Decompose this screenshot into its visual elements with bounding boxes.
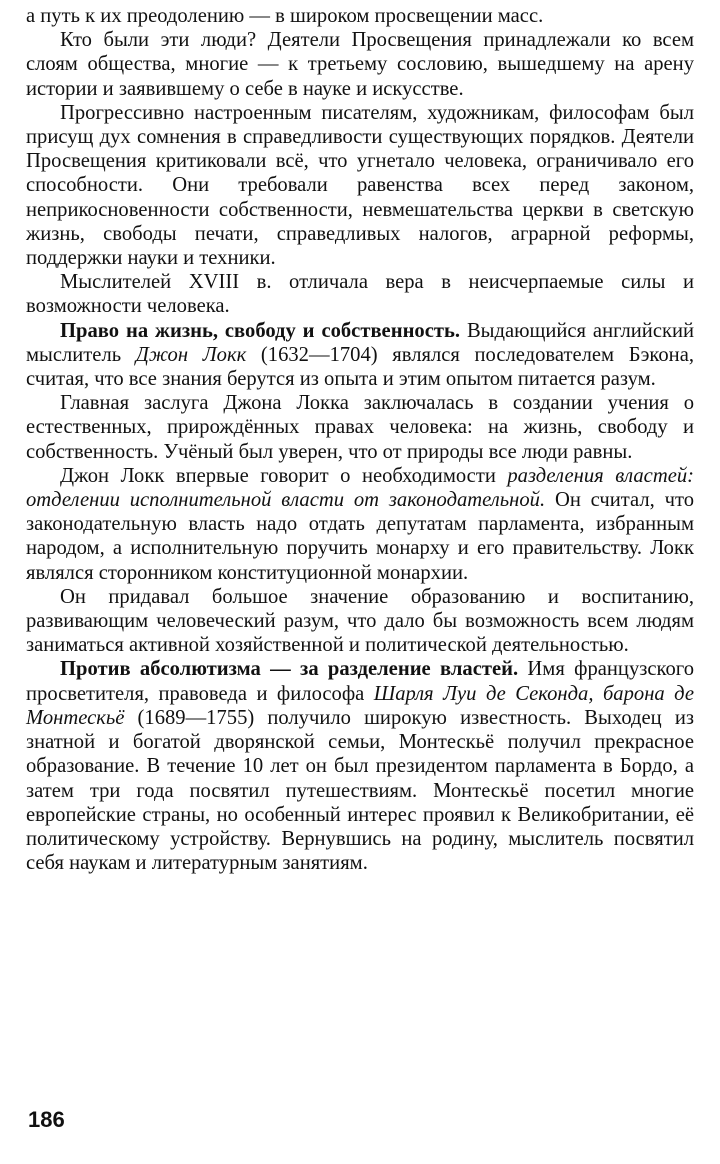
paragraph [26,657,694,875]
paragraph [26,585,694,658]
text-run: Прогрессивно настроенным писателям, художникам, философам был присущ дух сомнения в справедливости существующих порядков. Деятели Просвещения критиковали всё, что угнетало человека, ограничивало его способности. Они требовали равенства всех перед законом, неприкосновенности собственности, невмешательства церкви в светскую жизнь, свободы печати, справедливых налогов, аграрной реформы, поддержки науки и техники. [26,101,694,270]
paragraph [26,270,694,318]
paragraph [26,101,694,270]
paragraph [26,4,694,28]
text-run: а путь к их преодолению — в широком просвещении масс. [26,5,544,27]
paragraph [26,28,694,101]
text-run: (1632—1704) являлся последователем Бэкона, считая, что все знания берутся из опыта и этим опытом питается разум. [26,343,694,391]
paragraph [26,319,694,392]
section-heading: Против абсолютизма — за разделение властей. [60,658,519,681]
text-run: Имя французского просветителя, правоведа и философа [26,658,694,705]
page-body [26,4,694,875]
text-run: Джон Локк впервые говорит о необходимости [60,464,508,487]
text-run: Выдающийся английский мыслитель [26,319,695,366]
text-run: Мыслителей XVIII в. отличала вера в неисчерпаемые силы и возможности человека. [26,271,694,318]
page-number: 186 [28,1107,65,1132]
person-name: Джон Локк [135,343,247,366]
text-run: Главная заслуга Джона Локка заключалась в создании учения о естественных, прирождённых правах человека: на жизнь, свободу и собственность. Учёный был уверен, что от природы все люди равны. [26,392,694,463]
section-heading: Право на жизнь, свободу и собственность. [60,319,461,342]
text-run: Кто были эти люди? Деятели Просвещения принадлежали ко всем слоям общества, многие — к третьему сословию, вышедшему на арену истории и заявившему о себе в науке и искусстве. [26,29,694,100]
emphasis-term: разделения властей: отделении исполнительной власти от законодательной. [26,464,694,512]
text-run: Он придавал большое значение образованию и воспитанию, развивающим человеческий разум, что дало бы возможность всем людям заниматься активной хозяйственной и политической деятельностью. [26,585,694,657]
paragraph [26,464,694,585]
person-name: Шарля Луи де Секонда, барона де Монтескьё [26,682,694,729]
text-run: Он считал, что законодательную власть надо отдать депутатам парламента, избранным народом, а исполнительную поручить монарху и его правительству. Локк являлся сторонником конституционной монархии. [26,489,694,584]
paragraph [26,391,694,464]
text-run: (1689—1755) получило широкую известность. Выходец из знатной и богатой дворянской семьи, Монтескьё получил прекрасное образование. В течение 10 лет он был президентом парламента в Бордо, а затем три года посвятил путешествиям. Монтескьё посетил многие европейские страны, но особенный интерес проявил к Великобритании, её политическому устройству. Вернувшись на родину, мыслитель посвятил себя наукам и литературным занятиям. [26,706,694,875]
